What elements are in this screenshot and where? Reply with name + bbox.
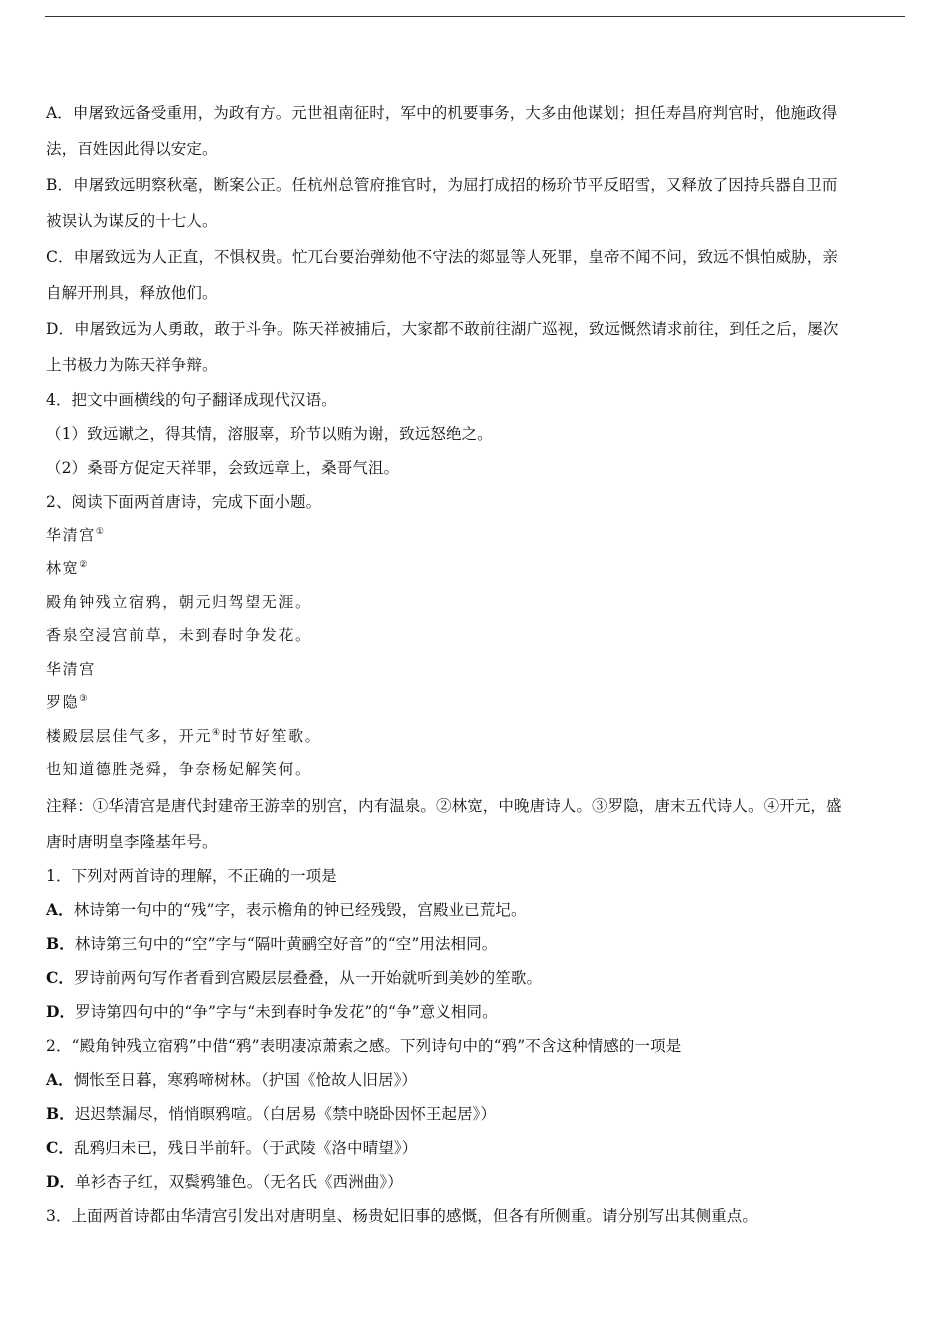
q1-option-a-text: 林诗第一句中的“残”字，表示檐角的钟已经残毁，宫殿业已荒圮。 bbox=[73, 900, 527, 919]
option-d-line1: D．申屠致远为人勇敢，敢于斗争。陈天祥被捕后，大家都不敢前往湖广巡视，致远慨然请求前往，到任之后，屡次 bbox=[46, 320, 839, 338]
q2-option-a bbox=[46, 1063, 904, 1097]
question-4 bbox=[46, 384, 904, 485]
poem2-line-1-a: 楼殿层层佳气多，开元 bbox=[46, 726, 213, 745]
q2-option-c-text: 乱鸦归未已，残日半前轩。（于武陵《洛中晴望》） bbox=[74, 1138, 418, 1157]
q4-prompt: 4．把文中画横线的句子翻译成现代汉语。 bbox=[46, 391, 337, 409]
page-content bbox=[46, 96, 904, 1233]
poem1-title bbox=[46, 519, 904, 553]
footnote-mark-1: ① bbox=[95, 526, 106, 537]
q1-option-d-letter: D． bbox=[46, 1001, 76, 1021]
q2-option-b bbox=[46, 1097, 904, 1131]
footnote-mark-2: ② bbox=[79, 560, 89, 570]
q2-option-a-letter: A． bbox=[46, 1069, 74, 1089]
q1-option-d-text: 罗诗第四句中的“争”字与“未到春时争发花”的“争”意义相同。 bbox=[75, 1002, 498, 1021]
option-b-line2: 被误认为谋反的十七人。 bbox=[46, 212, 218, 230]
q1-prompt: 1．下列对两首诗的理解，不正确的一项是 bbox=[46, 866, 337, 885]
poem-2 bbox=[46, 653, 904, 787]
option-c-line1: C．申屠致远为人正直，不惧权贵。忙兀台要治弹劾他不守法的郯显等人死罪，皇帝不闻不问，致远不惧怕威胁，亲 bbox=[46, 248, 838, 266]
q1-option-c bbox=[46, 961, 904, 995]
option-b-line1: B．申屠致远明察秋毫，断案公正。任杭州总管府推官时，为屈打成招的杨玠节平反昭雪，又释放了因持兵器自卫而 bbox=[46, 176, 838, 194]
footnote-mark-4: ④ bbox=[212, 727, 222, 738]
q2-prompt: 2．“殿角钟残立宿鸦”中借“鸦”表明凄凉萧索之感。下列诗句中的“鸦”不含这种情感的一项是 bbox=[46, 1036, 682, 1055]
poem1-author bbox=[46, 552, 904, 586]
q1-option-b bbox=[46, 927, 904, 961]
option-d-line2: 上书极力为陈天祥争辩。 bbox=[46, 356, 218, 374]
poem1-line-2: 香泉空浸宫前草，未到春时争发花。 bbox=[46, 626, 312, 644]
subquestion-1 bbox=[46, 859, 904, 1029]
q1-option-c-text: 罗诗前两句写作者看到宫殿层层叠叠，从一开始就听到美妙的笙歌。 bbox=[74, 968, 543, 987]
poem2-line-2: 也知道德胜尧舜，争奈杨妃解笑何。 bbox=[46, 760, 312, 778]
q1-option-a-letter: A． bbox=[46, 899, 74, 919]
poem2-title: 华清宫 bbox=[46, 659, 96, 678]
q2-option-c-letter: C． bbox=[46, 1137, 75, 1157]
section-2-heading: 2、阅读下面两首唐诗，完成下面小题。 bbox=[46, 492, 322, 511]
option-a-line1: A．申屠致远备受重用，为政有方。元世祖南征时，军中的机要事务，大多由他谋划；担任寿昌府判官时，他施政得 bbox=[46, 104, 838, 122]
q2-option-b-text: 迟迟禁漏尽，悄悄暝鸦喧。（白居易《禁中晓卧因怀王起居》） bbox=[74, 1104, 497, 1123]
q4-item-2: （2）桑哥方促定天祥罪，会致远章上，桑哥气沮。 bbox=[46, 458, 400, 477]
poem2-line-1 bbox=[46, 720, 904, 754]
q2-option-d-letter: D． bbox=[46, 1171, 76, 1191]
notes-line-1: 注释：①华清宫是唐代封建帝王游幸的别宫，内有温泉。②林宽，中晚唐诗人。③罗隐，唐末五代诗人。④开元，盛 bbox=[46, 796, 842, 815]
q1-option-d bbox=[46, 995, 904, 1029]
q3-prompt: 3．上面两首诗都由华清宫引发出对唐明皇、杨贵妃旧事的感慨，但各有所侧重。请分别写出其侧重点。 bbox=[46, 1206, 758, 1225]
q2-option-a-text: 惆怅至日暮，寒鸦啼树林。（护国《怆故人旧居》） bbox=[73, 1070, 418, 1089]
subquestion-2 bbox=[46, 1029, 904, 1199]
top-rule bbox=[45, 16, 905, 17]
annotation-notes bbox=[46, 787, 904, 859]
q4-item-1: （1）致远谳之，得其情，溶服辜，玠节以贿为谢，致远怒绝之。 bbox=[46, 424, 493, 443]
poem1-line-1: 殿角钟残立宿鸦，朝元归驾望无涯。 bbox=[46, 592, 312, 611]
notes-line-2: 唐时唐明皇李隆基年号。 bbox=[46, 832, 218, 851]
footnote-mark-3: ③ bbox=[79, 694, 89, 704]
option-a-line2: 法，百姓因此得以安定。 bbox=[46, 140, 218, 158]
poem2-author bbox=[46, 686, 904, 720]
q1-option-a bbox=[46, 893, 904, 927]
q2-option-b-letter: B． bbox=[46, 1103, 75, 1123]
q2-option-d bbox=[46, 1165, 904, 1199]
q2-option-d-text: 单衫杏子红，双鬓鸦雏色。（无名氏《西洲曲》） bbox=[75, 1172, 403, 1191]
poem2-line-1-b: 时节好笙歌。 bbox=[221, 726, 322, 745]
q1-option-b-letter: B． bbox=[46, 933, 75, 953]
q1-option-c-letter: C． bbox=[46, 967, 75, 987]
poem1-title-text: 华清宫 bbox=[46, 525, 96, 544]
q2-option-c bbox=[46, 1131, 904, 1165]
poem2-author-text: 罗隐 bbox=[46, 693, 80, 711]
q1-option-b-text: 林诗第三句中的“空”字与“隔叶黄鹂空好音”的“空”用法相同。 bbox=[74, 934, 498, 953]
option-c-line2: 自解开刑具，释放他们。 bbox=[46, 284, 218, 302]
question-3-options bbox=[46, 96, 904, 384]
poem1-author-text: 林宽 bbox=[46, 559, 80, 577]
poem-1 bbox=[46, 519, 904, 653]
